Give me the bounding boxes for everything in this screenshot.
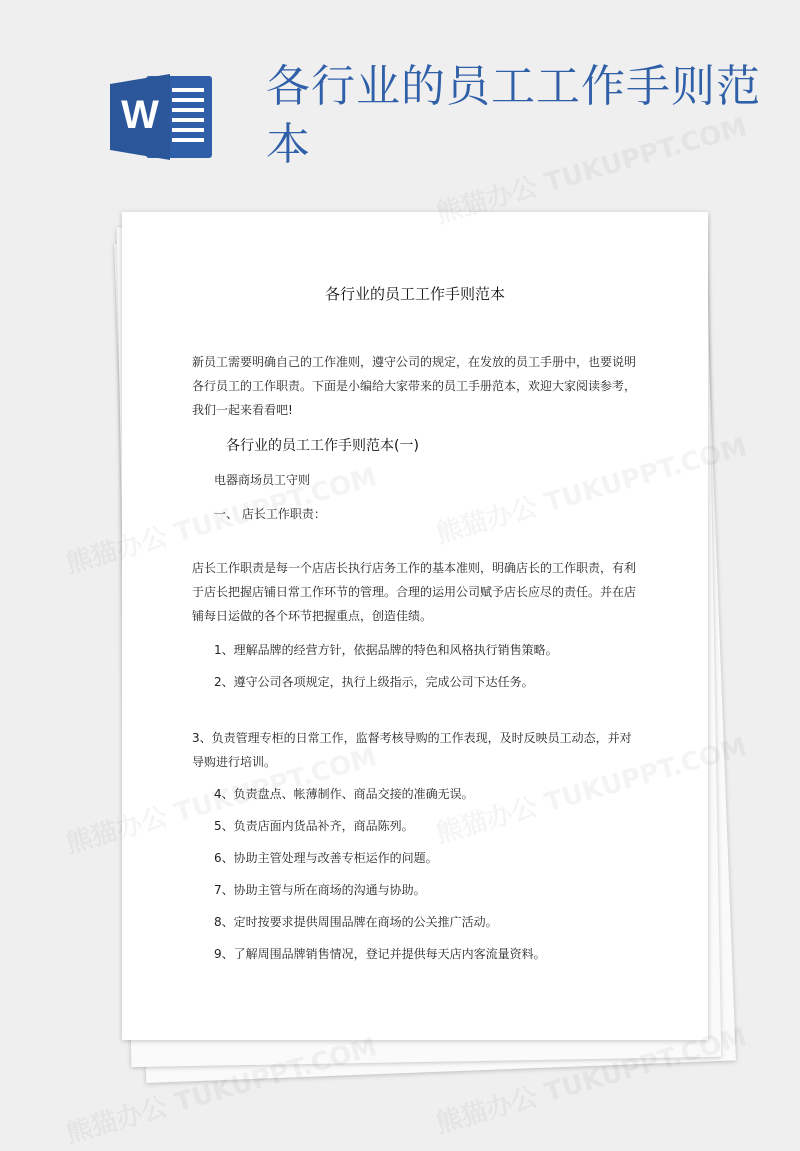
list-item: 4、负责盘点、帐薄制作、商品交接的准确无误。 [214,787,474,801]
list-item: 3、负责管理专柜的日常工作，监督考核导购的工作表现，及时反映员工动态，并对导购进行培训。 [192,731,632,769]
section-title: 各行业的员工工作手则范本(一) [226,438,419,454]
list-item: 6、协助主管处理与改善专柜运作的问题。 [214,851,438,865]
section-paragraph: 店长工作职责是每一个店店长执行店务工作的基本准则，明确店长的工作职责，有利于店长把握店铺日常工作环节的管理。合理的运用公司赋予店长应尽的责任。并在店铺每日运做的各个环节把握重点，创造佳绩。 [192,561,637,623]
list-item: 5、负责店面内货品补齐，商品陈列。 [214,819,414,833]
subheading: 电器商场员工守则 [214,473,311,487]
document-title: 各行业的员工工作手则范本 [324,285,505,303]
intro-paragraph: 新员工需要明确自己的工作准则，遵守公司的规定，在发放的员工手册中，也要说明各行员工的工作职责。下面是小编给大家带来的员工手册范本，欢迎大家阅读参考，我们一起来看看吧! [192,355,637,417]
list-item: 1、理解品牌的经营方针，依据品牌的特色和风格执行销售策略。 [214,643,558,657]
list-item: 7、协助主管与所在商场的沟通与协助。 [214,883,426,897]
list-item: 9、了解周围品牌销售情况，登记并提供每天店内客流量资料。 [214,947,546,961]
list-item: 8、定时按要求提供周围品牌在商场的公关推广活动。 [214,915,498,929]
list-item: 2、遵守公司各项规定，执行上级指示，完成公司下达任务。 [214,675,534,689]
section-heading: 一、 店长工作职责： [214,507,326,521]
page-title: 各行业的员工工作手则范本 [266,61,761,170]
word-icon-letter: W [121,93,159,137]
